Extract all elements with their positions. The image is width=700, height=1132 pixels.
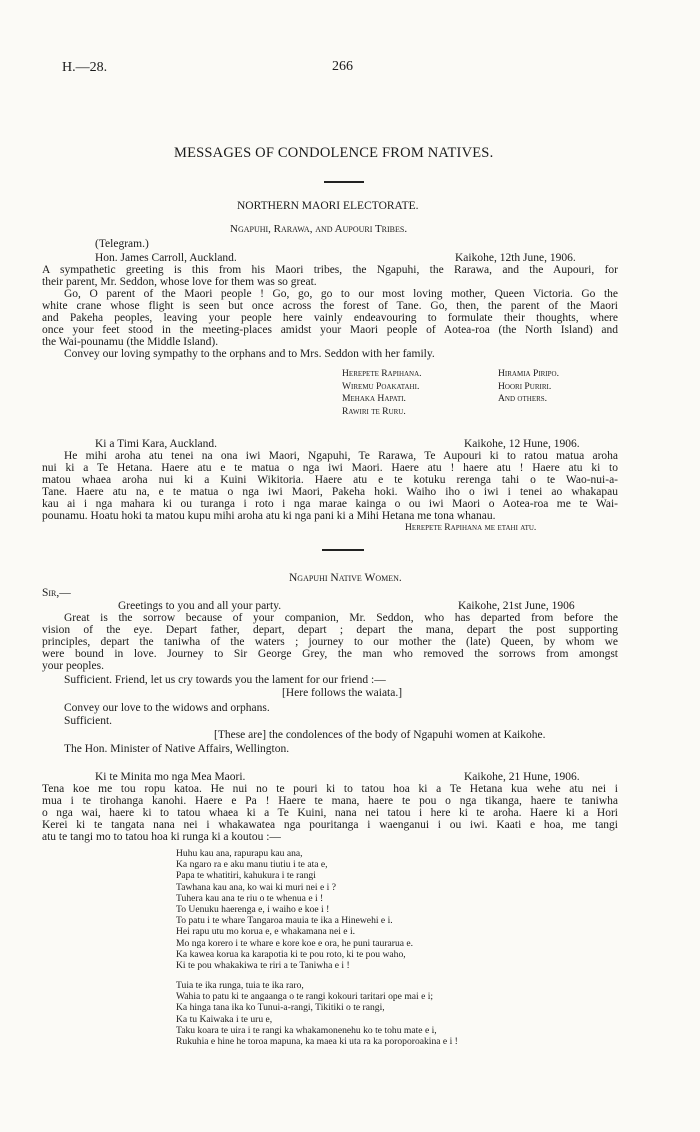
tribes-subheading: Ngapuhi, Rarawa, and Aupouri Tribes. xyxy=(230,223,408,235)
signatory: Rawiri te Ruru. xyxy=(342,405,406,417)
text-line: Go, O parent of the Maori people ! Go, go, go to our most loving mother, Queen Victoria. Go the xyxy=(64,288,618,300)
page-number: 266 xyxy=(332,59,353,74)
addressee-to: The Hon. Minister of Native Affairs, Wellington. xyxy=(64,743,290,755)
text-line: o nga wai, haere ki to tatou whaea ki a Te Kuini, nana nei tatou i here ki te aroha. Haere ki a Hori xyxy=(42,807,618,819)
signatory: Herepete Rapihana. xyxy=(342,368,422,379)
text-line: He mihi aroha atu tenei na ona iwi Maori, Ngapuhi, Te Rarawa, Te Aupouri ki to ratou matua aroha xyxy=(64,450,618,462)
maori-body xyxy=(42,450,618,522)
text-line: once your feet stood in the meeting-places amidst your Maori people of Aotea-roa (the North Island) and xyxy=(42,324,618,336)
place-date: Kaikohe, 21st June, 1906 xyxy=(458,600,575,612)
divider xyxy=(324,181,364,183)
text-line: the Wai-pounamu (the Middle Island). xyxy=(42,336,219,348)
text-line: nui ki a Te Hetana. Haere atu e te matua o nga iwi Maori. Haere atu ! haere atu ! Haere atu ki to xyxy=(42,462,618,474)
text-line: white crane whose flight is seen but once across the forest of Tane. Go, then, the parent of the Maori xyxy=(42,300,618,312)
verse-line: Papa te whatitiri, kahukura i te rangi xyxy=(176,870,316,882)
signature: Herepete Rapihana me etahi atu. xyxy=(405,522,537,533)
verse-line: Taku koara te uira i te rangi ka whakamonenehu ko te tohu mate e i, xyxy=(176,1024,437,1036)
maori-body xyxy=(42,783,618,843)
text-line: pounamu. Hoatu hoki ta matou kupu mihi aroha atu ki nga pani ki a Mihi Hetana me tona whanau. xyxy=(42,510,496,522)
place-date: Kaikohe, 12 Hune, 1906. xyxy=(464,438,580,450)
addressee: Hon. James Carroll, Auckland. xyxy=(95,252,237,264)
text-line: principles, depart the taniwha of the waters ; journey to our mother the (late) Queen, by whom we xyxy=(42,636,618,648)
text-line: Tena koe me tou ropu katoa. He nui no te pouri ki to tatou hoa ki a Te Hetana kua wehe atu nei i xyxy=(42,783,618,795)
convey-line: Convey our love to the widows and orphans. xyxy=(64,702,270,714)
lament-line: Sufficient. Friend, let us cry towards you the lament for our friend :— xyxy=(64,674,386,686)
waiata-verse-1 xyxy=(176,848,413,971)
section-heading: Ngapuhi Native Women. xyxy=(289,572,402,584)
section-heading: NORTHERN MAORI ELECTORATE. xyxy=(237,200,419,212)
divider xyxy=(322,549,364,551)
verse-line: Tawhana kau ana, ko wai ki muri nei e i ? xyxy=(176,881,336,893)
sufficient-line: Sufficient. xyxy=(64,715,113,727)
addressee: Ki a Timi Kara, Auckland. xyxy=(95,438,218,450)
text-line: A sympathetic greeting is this from his Maori tribes, the Ngapuhi, the Rarawa, and the Aupouri, for xyxy=(42,264,618,276)
salutation: Sir,— xyxy=(42,587,71,599)
verse-line: Ka ngaro ra e aku manu tiutiu i te ata e, xyxy=(176,859,328,871)
text-line: matou whaea aroha nui ki a Kuini Wikitoria. Haere atu e te kotuku rerenga tahi o te Wao-nui-a- xyxy=(42,474,618,486)
closing-line: [These are] the condolences of the body of Ngapuhi women at Kaikohe. xyxy=(214,729,546,741)
verse-line: Wahia to patu ki te angaanga o te rangi kokouri taritari ope mai e i; xyxy=(176,991,434,1003)
text-line: Convey our loving sympathy to the orphans and to Mrs. Seddon with her family. xyxy=(64,348,435,360)
place-date: Kaikohe, 21 Hune, 1906. xyxy=(464,771,580,783)
text-line: their parent, Mr. Seddon, whose love for them was so great. xyxy=(42,276,317,288)
women-body xyxy=(42,612,618,672)
text-line: atu te tangi mo to tatou hoa ki runga ki a koutou :— xyxy=(42,831,281,843)
verse-line: Tuia te ika runga, tuia te ika raro, xyxy=(176,980,304,991)
document-reference: H.—28. xyxy=(62,60,108,75)
signatory: Wiremu Poakatahi. xyxy=(342,380,420,392)
text-line: Kerei ki te tangata nana nei i whakawatea nga pouritanga i waenganui i ou iwi. Kaati e hoa, me tangi xyxy=(42,819,618,831)
text-line: Tane. Haere atu na, e te matua o nga iwi Maori, Pakeha hoki. Waiho iho o iwi i tenei ao whakapau xyxy=(42,486,618,498)
verse-line: Rukuhia e hine he toroa mapuna, ka maea ki uta ra ka poroporoakina e i ! xyxy=(176,1036,458,1048)
verse-line: Tuhera kau ana te riu o te whenua e i ! xyxy=(176,892,324,904)
verse-line: Ka kawea korua ka karapotia ki te pou roto, ki te pou waho, xyxy=(176,948,406,960)
telegram-label: (Telegram.) xyxy=(95,238,149,250)
place-date: Kaikohe, 12th June, 1906. xyxy=(455,252,576,264)
greeting: Greetings to you and all your party. xyxy=(118,600,282,612)
signatory: Mehaka Hapati. xyxy=(342,393,406,404)
signatory: Hiramia Piripo. xyxy=(498,368,560,379)
text-line: Great is the sorrow because of your companion, Mr. Seddon, who has departed from before the xyxy=(64,612,618,624)
verse-line: Mo nga korero i te whare e kore koe e ora, he puni taurarua e. xyxy=(176,937,414,949)
text-line: kau ai i nga mahara ki ou turanga i roto i nga marae kainga o ou iwi Maori o Aotea-roa me te Wai- xyxy=(42,498,618,510)
verse-line: Huhu kau ana, rapurapu kau ana, xyxy=(176,848,303,859)
signatories-right xyxy=(498,368,559,406)
text-line: and Pakeha peoples, leaving your people here vainly endeavouring to formulate their thoughts, where xyxy=(42,312,618,324)
signatory: And others. xyxy=(498,393,548,404)
verse-line: Ka hinga tana ika ko Tunui-a-rangi, Tikitiki o te rangi, xyxy=(176,1002,385,1014)
verse-line: Ka tu Kaiwaka i te uru e, xyxy=(176,1013,273,1025)
verse-line: To Uenuku haerenga e, i waiho e koe i ! xyxy=(176,904,330,916)
telegram-body xyxy=(42,264,618,360)
signatory: Hoori Puriri. xyxy=(498,380,552,392)
verse-line: Hei rapu utu mo korua e, e whakamana nei e i. xyxy=(176,926,356,938)
text-line: were bound in love. Journey to Sir George Grey, the man who removed the sorrows from amongst xyxy=(42,648,618,660)
text-line: your peoples. xyxy=(42,660,104,672)
waiata-verse-2 xyxy=(176,980,458,1047)
verse-line: To patu i te whare Tangaroa mauia te ika a Hinewehi e i. xyxy=(176,915,393,927)
text-line: vision of the eye. Depart father, depart, depart ; depart the mana, depart the post supporting xyxy=(42,624,618,636)
addressee: Ki te Minita mo nga Mea Maori. xyxy=(95,771,246,783)
text-line: mua i te tirohanga kanohi. Haere e Pa ! Haere te mana, haere te pou o nga tikanga, haere te taniwha xyxy=(42,795,618,807)
verse-line: Ki te pou whakakiwa te riri a te Taniwha e i ! xyxy=(176,960,350,972)
signatories-left xyxy=(342,368,422,418)
page-title: MESSAGES OF CONDOLENCE FROM NATIVES. xyxy=(174,145,494,161)
waiata-note: [Here follows the waiata.] xyxy=(282,687,403,699)
